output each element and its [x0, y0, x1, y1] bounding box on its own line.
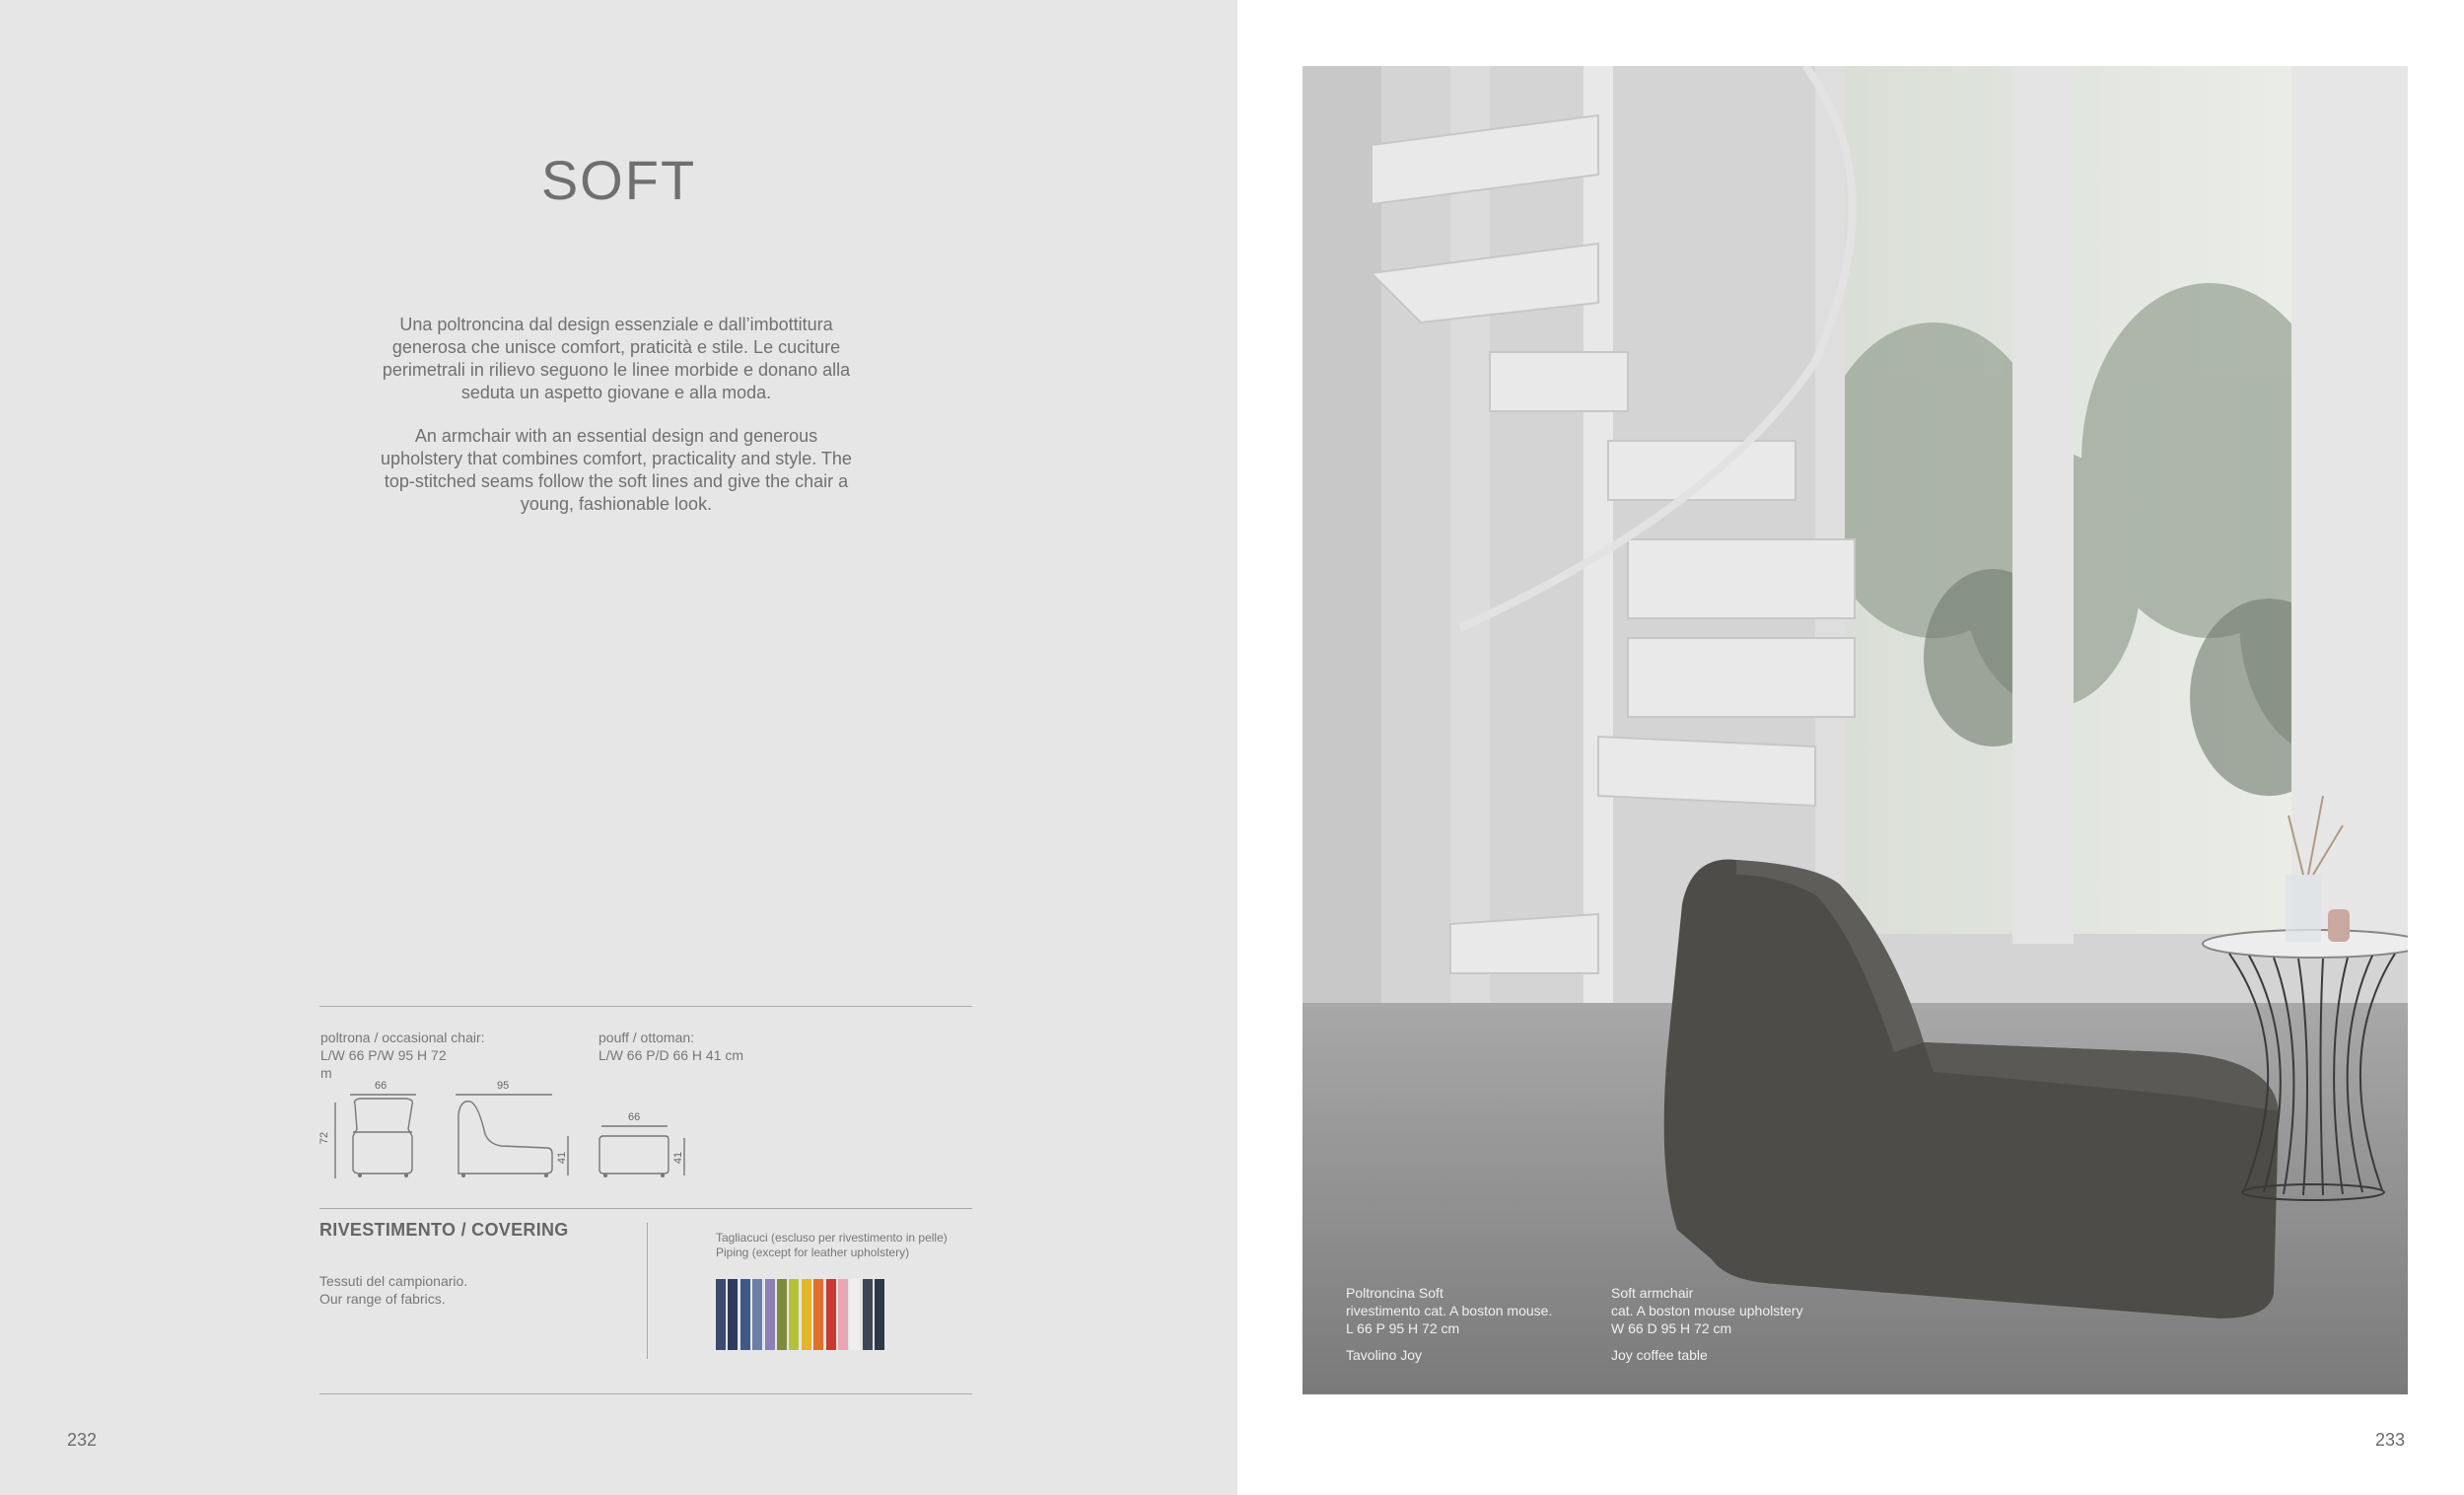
- fabric-swatch: [850, 1279, 860, 1350]
- caption-it-line2: rivestimento cat. A boston mouse.: [1346, 1303, 1553, 1318]
- fabric-swatch: [777, 1279, 787, 1350]
- fabric-swatch: [789, 1279, 799, 1350]
- fabric-swatch: [802, 1279, 811, 1350]
- covering-text-it: Tessuti del campionario.: [319, 1273, 468, 1289]
- fabric-swatch: [875, 1279, 884, 1350]
- divider-middle: [319, 1208, 972, 1209]
- divider-top: [319, 1006, 972, 1007]
- chair-label: poltrona / occasional chair:: [320, 1030, 485, 1045]
- fabric-swatch: [740, 1279, 750, 1350]
- fabric-swatch: [813, 1279, 823, 1350]
- right-page: [1237, 0, 2464, 1495]
- page-number-right: 233: [2375, 1430, 2406, 1450]
- caption-it-line3: L 66 P 95 H 72 cm: [1346, 1320, 1460, 1336]
- ottoman-dims: L/W 66 P/D 66 H 41 cm: [598, 1047, 744, 1063]
- covering-separator: [647, 1223, 648, 1359]
- product-title: SOFT: [540, 149, 697, 211]
- description-italian: Una poltroncina dal design essenziale e dall’imbottitura generosa che unisce comfort, praticità e stile. Le cuciture perimetrali in rilievo seguono le linee morbide e donano alla seduta un aspetto giovane e alla moda.: [382, 315, 851, 402]
- fabric-swatch: [728, 1279, 738, 1350]
- covering-text-en: Our range of fabrics.: [319, 1291, 446, 1307]
- chair-dims: L/W 66 P/W 95 H 72: [320, 1047, 447, 1063]
- caption-en-line1: Soft armchair: [1611, 1285, 1694, 1301]
- dim-ottoman-width: 66: [628, 1111, 641, 1123]
- caption-en-line2: cat. A boston mouse upholstery: [1611, 1303, 1803, 1318]
- fabric-swatch: [826, 1279, 836, 1350]
- covering-heading: RIVESTIMENTO / COVERING: [319, 1220, 569, 1240]
- product-photo: [1302, 66, 2408, 1394]
- divider-bottom: [319, 1393, 972, 1394]
- dim-chair-seat-height: 41: [556, 1151, 569, 1165]
- caption-en-line4: Joy coffee table: [1611, 1347, 1708, 1363]
- fabric-swatch: [765, 1279, 775, 1350]
- dim-chair-front-height: 72: [318, 1131, 331, 1145]
- room-scene: [1302, 66, 2408, 1394]
- fabric-swatch: [863, 1279, 873, 1350]
- dim-chair-side-depth: 95: [497, 1080, 510, 1092]
- caption-it-line4: Tavolino Joy: [1346, 1347, 1423, 1363]
- page-number-left: 232: [67, 1430, 98, 1450]
- piping-text-it: Tagliacuci (escluso per rivestimento in pelle): [716, 1231, 948, 1245]
- technical-drawings: [316, 1075, 700, 1188]
- piping-text-en: Piping (except for leather upholstery): [716, 1246, 910, 1259]
- fabric-swatch: [716, 1279, 726, 1350]
- fabric-swatch: [838, 1279, 848, 1350]
- ottoman-label: pouff / ottoman:: [598, 1030, 695, 1045]
- dim-chair-front-width: 66: [375, 1080, 387, 1092]
- caption-it-line1: Poltroncina Soft: [1346, 1285, 1443, 1301]
- description-english: An armchair with an essential design and generous upholstery that combines comfort, practicality and style. The top-stitched seams follow the soft lines and give the chair a young, fashionable look.: [381, 426, 852, 514]
- fabric-swatch: [752, 1279, 762, 1350]
- dim-ottoman-height: 41: [672, 1151, 685, 1165]
- chair-dims-cont: m: [320, 1065, 332, 1081]
- caption-en-line3: W 66 D 95 H 72 cm: [1611, 1320, 1732, 1336]
